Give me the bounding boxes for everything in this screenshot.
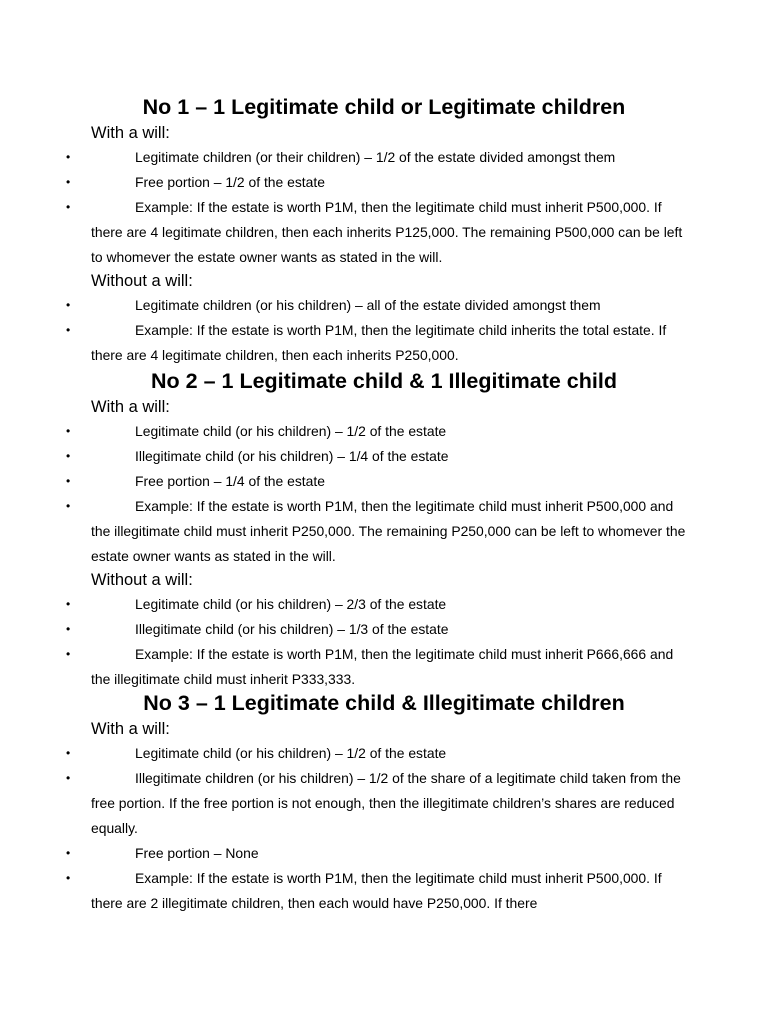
bullet-icon: • xyxy=(66,323,71,337)
with-will-list xyxy=(0,145,768,270)
list-item: • Legitimate child (or his children) – 2/3 of the estate xyxy=(0,592,691,617)
list-item: • Free portion – None xyxy=(0,841,691,866)
bullet-icon: • xyxy=(66,449,71,463)
section-3 xyxy=(0,688,768,916)
with-will-list xyxy=(0,741,768,916)
with-will-list xyxy=(0,419,768,569)
list-item: • Legitimate child (or his children) – 1/2 of the estate xyxy=(0,419,691,444)
without-will-label: Without a will: xyxy=(91,571,193,589)
bullet-icon: • xyxy=(66,597,71,611)
section-2 xyxy=(0,366,768,692)
without-will-list xyxy=(0,293,768,368)
bullet-icon: • xyxy=(66,474,71,488)
list-item: • Legitimate children (or his children) – all of the estate divided amongst them xyxy=(0,293,691,318)
list-item: • Free portion – 1/4 of the estate xyxy=(0,469,691,494)
with-will-label: With a will: xyxy=(91,720,170,738)
section-heading: No 1 – 1 Legitimate child or Legitimate children xyxy=(142,95,626,119)
list-item: • Example: If the estate is worth P1M, then the legitimate child must inherit P500,000. If there are 2 illegitimate children, then each would have P250,000. If there xyxy=(0,866,691,916)
with-will-label: With a will: xyxy=(91,124,170,142)
section-heading: No 3 – 1 Legitimate child & Illegitimate children xyxy=(143,691,625,715)
bullet-icon: • xyxy=(66,771,71,785)
list-item: • Example: If the estate is worth P1M, then the legitimate child must inherit P500,000. If there are 4 legitimate children, then each inherits P125,000. The remaining P500,000 can be left to whomever the estate owner wants as stated in the will. xyxy=(0,195,691,270)
bullet-icon: • xyxy=(66,150,71,164)
list-item: • Example: If the estate is worth P1M, then the legitimate child inherits the total estate. If there are 4 legitimate children, then each inherits P250,000. xyxy=(0,318,691,368)
list-item: • Illegitimate children (or his children) – 1/2 of the share of a legitimate child taken from the free portion. If the free portion is not enough, then the illegitimate children’s shares are reduced equally. xyxy=(0,766,691,841)
bullet-icon: • xyxy=(66,846,71,860)
with-will-label: With a will: xyxy=(91,398,170,416)
without-will-list xyxy=(0,592,768,692)
list-item: • Legitimate children (or their children) – 1/2 of the estate divided amongst them xyxy=(0,145,691,170)
bullet-icon: • xyxy=(66,175,71,189)
section-1 xyxy=(0,92,768,368)
bullet-icon: • xyxy=(66,200,71,214)
bullet-icon: • xyxy=(66,424,71,438)
list-item: • Free portion – 1/2 of the estate xyxy=(0,170,691,195)
bullet-icon: • xyxy=(66,647,71,661)
bullet-icon: • xyxy=(66,298,71,312)
list-item: • Legitimate child (or his children) – 1/2 of the estate xyxy=(0,741,691,766)
list-item: • Illegitimate child (or his children) – 1/4 of the estate xyxy=(0,444,691,469)
section-heading: No 2 – 1 Legitimate child & 1 Illegitimate child xyxy=(151,369,617,393)
bullet-icon: • xyxy=(66,871,71,885)
list-item: • Example: If the estate is worth P1M, then the legitimate child must inherit P500,000 and the illegitimate child must inherit P250,000. The remaining P250,000 can be left to whomever the estate owner wants as stated in the will. xyxy=(0,494,691,569)
bullet-icon: • xyxy=(66,746,71,760)
without-will-label: Without a will: xyxy=(91,272,193,290)
list-item: • Example: If the estate is worth P1M, then the legitimate child must inherit P666,666 and the illegitimate child must inherit P333,333. xyxy=(0,642,691,692)
bullet-icon: • xyxy=(66,499,71,513)
list-item: • Illegitimate child (or his children) – 1/3 of the estate xyxy=(0,617,691,642)
bullet-icon: • xyxy=(66,622,71,636)
